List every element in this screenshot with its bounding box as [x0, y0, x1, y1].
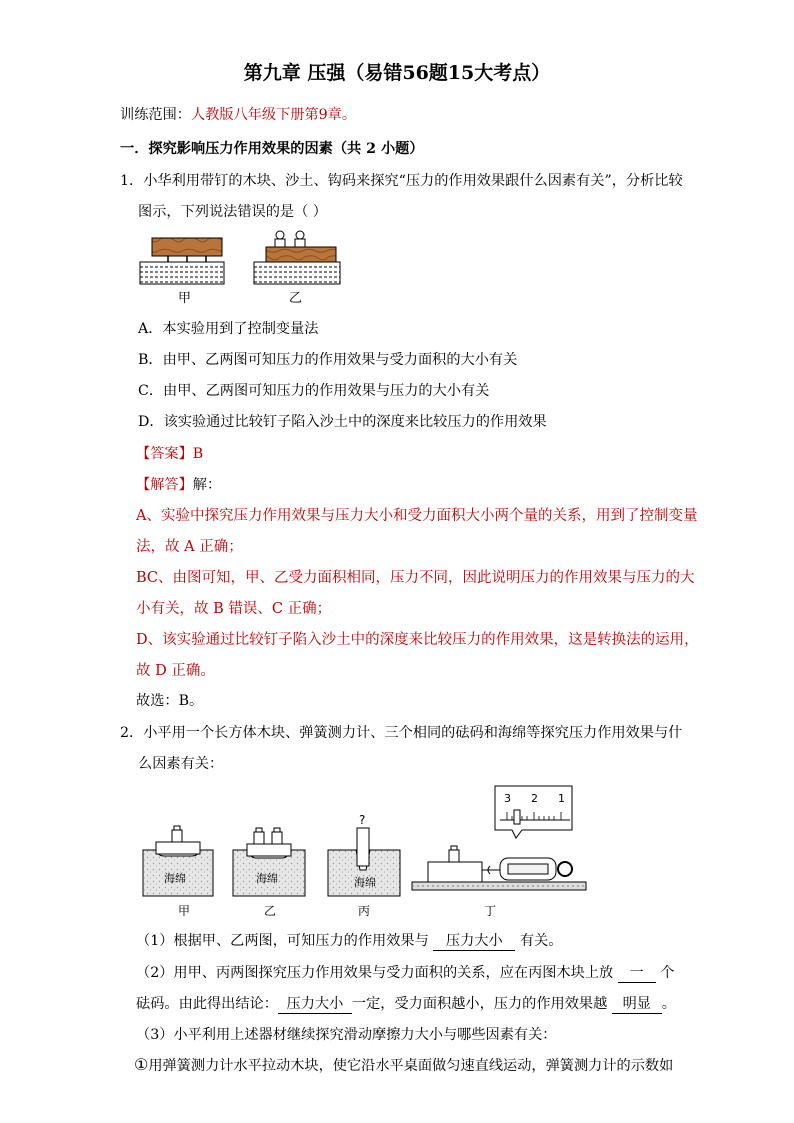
fill-blank: 一 [618, 962, 656, 983]
scale-tick: 2 [531, 792, 538, 805]
training-range [120, 104, 356, 124]
scale-tick: 3 [504, 792, 511, 805]
q1-stem-line2: 图示，下列说法错误的是（ ） [138, 204, 327, 220]
fig-label-jia: 甲 [178, 291, 192, 306]
answer-label: 【答案】 [136, 446, 193, 462]
q2-part3-item: ①用弹簧测力计水平拉动木块，使它沿水平桌面做匀速直线运动，弹簧测力计的示数如 [134, 1055, 674, 1074]
q2-figure [140, 778, 590, 920]
fill-blank: 压力大小 [433, 930, 515, 951]
q1-option-c: C．由甲、乙两图可知压力的作用效果与压力的大小有关 [138, 383, 490, 399]
q2-part2-cont: 砝码。由此得出结论： 压力大小 一定，受力面积越小，压力的作用效果越 明显 。 [136, 993, 676, 1014]
q1-option-b: B．由甲、乙两图可知压力的作用效果与受力面积的大小有关 [138, 352, 518, 368]
analysis-lead: 解： [192, 477, 222, 493]
answer-value: B [192, 446, 204, 462]
q1-number: 1． [120, 173, 144, 189]
analysis-line: BC、由图可知，甲、乙受力面积相同，压力不同，因此说明压力的作用效果与压力的大 [136, 570, 695, 586]
q2-number: 2． [120, 725, 144, 741]
figure-ding-friction [412, 786, 586, 890]
q2-part1: （1）根据甲、乙两图，可知压力的作用效果与 压力大小 有关。 [136, 930, 562, 951]
q1-option-d: D．该实验通过比较钉子陷入沙土中的深度来比较压力的作用效果 [138, 414, 547, 430]
analysis-line: D、该实验通过比较钉子陷入沙土中的深度来比较压力的作用效果，这是转换法的运用， [136, 632, 699, 648]
sponge-label: 海绵 [354, 876, 376, 889]
analysis-label: 【解答】 [136, 477, 193, 493]
q1-option-a: A．本实验用到了控制变量法 [138, 321, 319, 337]
sponge-label: 海绵 [164, 872, 186, 885]
figure-yi [254, 231, 340, 284]
range-label: 训练范围： [120, 107, 191, 123]
fig-label-jia: 甲 [178, 904, 191, 918]
figure-jia-sponge [143, 826, 213, 896]
figure-yi-sponge [233, 828, 305, 896]
fig-label-yi: 乙 [264, 904, 277, 918]
fig-label-ding: 丁 [484, 904, 497, 918]
q1-analysis-head [136, 474, 221, 494]
q2-stem-line2: 么因素有关： [138, 756, 224, 772]
figure-bing-sponge [328, 813, 400, 896]
analysis-line: 法，故 A 正确； [136, 539, 243, 555]
fig-label-yi: 乙 [289, 291, 303, 306]
q1-stem-line1: 1．小华利用带钉的木块、沙土、钩码来探究“压力的作用效果跟什么因素有关”，分析比较 [120, 173, 683, 189]
figure-jia [140, 238, 224, 284]
q1-answer [136, 443, 203, 463]
page-title: 第九章 压强（易错56题15大考点） [243, 62, 551, 84]
circled-number: ① [134, 1055, 149, 1074]
analysis-line: 小有关，故 B 错误、C 正确； [136, 601, 332, 617]
q1-figure [136, 228, 346, 308]
q2-stem-line1: 2．小平用一个长方体木块、弹簧测力计、三个相同的砝码和海绵等探究压力作用效果与什 [120, 725, 683, 741]
fill-blank: 压力大小 [278, 993, 352, 1014]
question-mark: ? [359, 813, 366, 827]
analysis-line: 故 D 正确。 [136, 663, 215, 679]
q1-choose: 故选：B。 [136, 693, 204, 709]
fill-blank: 明显 [612, 993, 662, 1014]
q2-part2: （2）用甲、丙两图探究压力作用效果与受力面积的关系，应在丙图木块上放 一 个 [136, 962, 674, 983]
range-value: 人教版八年级下册第9章。 [190, 107, 357, 123]
scale-tick: 1 [558, 792, 565, 805]
section-heading: 一．探究影响压力作用效果的因素（共 2 小题） [120, 141, 424, 157]
q2-part3: （3）小平利用上述器材继续探究滑动摩擦力大小与哪些因素有关： [136, 1027, 557, 1043]
analysis-line: A、实验中探究压力作用效果与压力大小和受力面积大小两个量的关系，用到了控制变量 [136, 508, 698, 524]
sponge-label: 海绵 [256, 872, 278, 885]
fig-label-bing: 丙 [358, 904, 371, 918]
